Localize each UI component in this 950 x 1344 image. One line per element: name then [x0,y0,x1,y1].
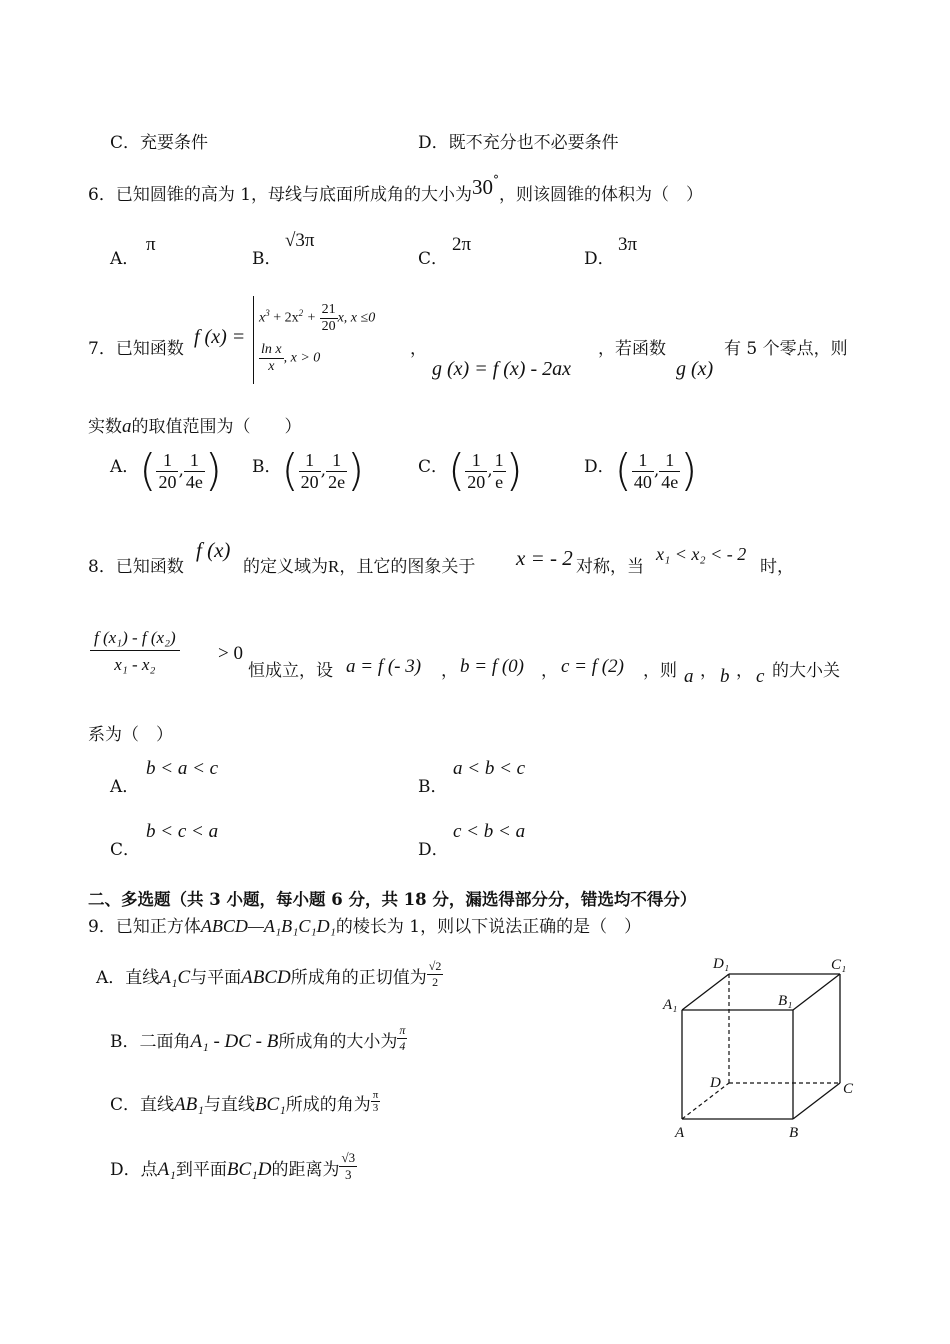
q8-gt-zero: > 0 [218,643,243,664]
q8-c-def: c = f (2) [561,656,624,677]
edge-B1C1 [793,974,840,1010]
q7-g-definition: g (x) = f (x) - 2ax [432,358,571,380]
q8-stem-pre: 8．已知函数 [88,557,184,577]
label-A: A [675,1125,685,1141]
q6-stem-pre: 6．已知圆锥的高为 1，母线与底面所成角的大小为 [88,185,473,205]
q8-line3: 系为（ ） [88,725,173,745]
q8-option-d-label: D． [418,840,449,860]
edge-BC [793,1083,840,1119]
q7-option-b: B．( $\frac{1}{20}$ , $\frac{1}{2e}$ ) [252,445,365,496]
q8-t1: 的定义域为R，且它的图象关于 [243,557,476,577]
q7-fx: f (x) = [194,326,246,348]
q8-option-b-label: B． [418,777,448,797]
q8-option-b-expr: a < b < c [453,758,526,779]
q7-brace [253,296,258,384]
q7-option-c: C．( $\frac{1}{20}$ , $\frac{1}{e}$ ) [418,445,523,496]
label-B1: B₁ [778,993,793,1009]
label-C1: C₁ [831,957,847,973]
q8-var-b: b [720,666,730,687]
q8-option-d-expr: c < b < a [453,821,526,842]
q6-stem [88,173,704,206]
q7-line2: 实数a的取值范围为（ ） [88,416,302,437]
q6-stem-post: ，则该圆锥的体积为（ ） [499,185,704,205]
label-B: B [789,1125,799,1141]
q8-fx: f (x) [196,538,231,562]
q9-option-b: B．二面角A₁ - DC - B所成角的大小为 $\frac{\pi}{4}$ [110,1023,406,1053]
q6-option-d-label: D． [584,249,615,269]
q8-option-a-expr: b < a < c [146,758,219,779]
q8-symmetry-axis: x = - 2 [516,546,573,570]
q8-t4: 时， [760,557,794,577]
q8-sep1: ， [441,661,458,681]
q6-option-a-value: π [146,234,156,255]
q8-sep4: ， [736,661,753,681]
q7-option-a: A．( $\frac{1}{20}$ , $\frac{1}{4e}$ ) [110,445,223,496]
q6-option-c-label: C． [418,249,449,269]
q8-inequality: $\frac{\text{f (x₁) - f (x₂)}}{\text{x₁ - x₂}}$ [90,628,180,675]
q7-comma: ， [410,339,427,359]
q8-a-def: a = f (- 3) [346,656,422,677]
q8-option-a-label: A． [110,777,140,797]
edge-AD-hidden [682,1083,729,1119]
q6-degree: ° [493,173,500,187]
q7-option-d: D．( $\frac{1}{40}$ , $\frac{1}{4e}$ ) [584,445,698,496]
q6-option-b-value: √3π [285,230,315,251]
q6-option-d-value: 3π [618,234,638,255]
q8-option-c-expr: b < c < a [146,821,219,842]
q9-option-a: A．直线A₁C与平面ABCD所成角的正切值为 $\frac{√2}{2}$ [96,959,442,989]
q8-condition: x₁ < x₂ < - 2 [656,544,747,564]
q8-t5: 恒成立，设 [248,661,333,681]
q8-var-c: c [756,666,765,687]
q5-option-d: D．既不充分也不必要条件 [418,133,619,153]
q8-t7: 的大小关 [772,661,840,681]
q7-case2: $\frac{\text{ln x}}{x}$ , x > 0 [261,342,321,374]
q8-sep3: ， [700,661,717,681]
q8-t6: ，则 [643,661,677,681]
q9-option-c: C．直线AB₁与直线BC₁所成的角为 $\frac{\pi}{3}$ [110,1089,379,1115]
q8-option-c-label: C． [110,840,141,860]
section-2-title: 二、多选题（共 3 小题，每小题 6 分，共 18 分，漏选得部分分，错选均不得分） [88,890,697,909]
edge-A1D1 [682,974,729,1010]
q6-option-c-value: 2π [452,234,472,255]
q8-var-a: a [684,666,694,687]
q7-stem-mid: ，若函数 [598,339,666,359]
label-D1: D₁ [713,956,730,972]
q7-stem-pre: 7．已知函数 [88,339,184,359]
q9-option-d: D．点A₁到平面BC₁D的距离为 $\frac{√3}{3}$ [110,1150,356,1182]
cube-diagram [660,955,860,1145]
q8-sep2: ， [541,661,558,681]
label-D: D [710,1075,721,1091]
q8-b-def: b = f (0) [460,656,525,677]
q5-option-c: C．充要条件 [110,133,209,153]
q7-stem-post: 有 5 个零点，则 [724,339,848,359]
q8-t3: 对称，当 [576,557,644,577]
q6-option-b-label: B． [252,249,282,269]
q6-angle: 30 [472,175,494,199]
q6-option-a-label: A． [110,249,140,269]
q7-case1: $x^3 + 2x^2$ + $\frac{21}{20}$ x, x ≤0 [259,302,376,334]
label-A1: A₁ [663,997,678,1013]
q7-gx: g (x) [676,358,714,380]
q9-stem: 9．已知正方体ABCD—A₁B₁C₁D₁的棱长为 1，则以下说法正确的是（ ） [88,916,642,937]
label-C: C [843,1081,854,1097]
